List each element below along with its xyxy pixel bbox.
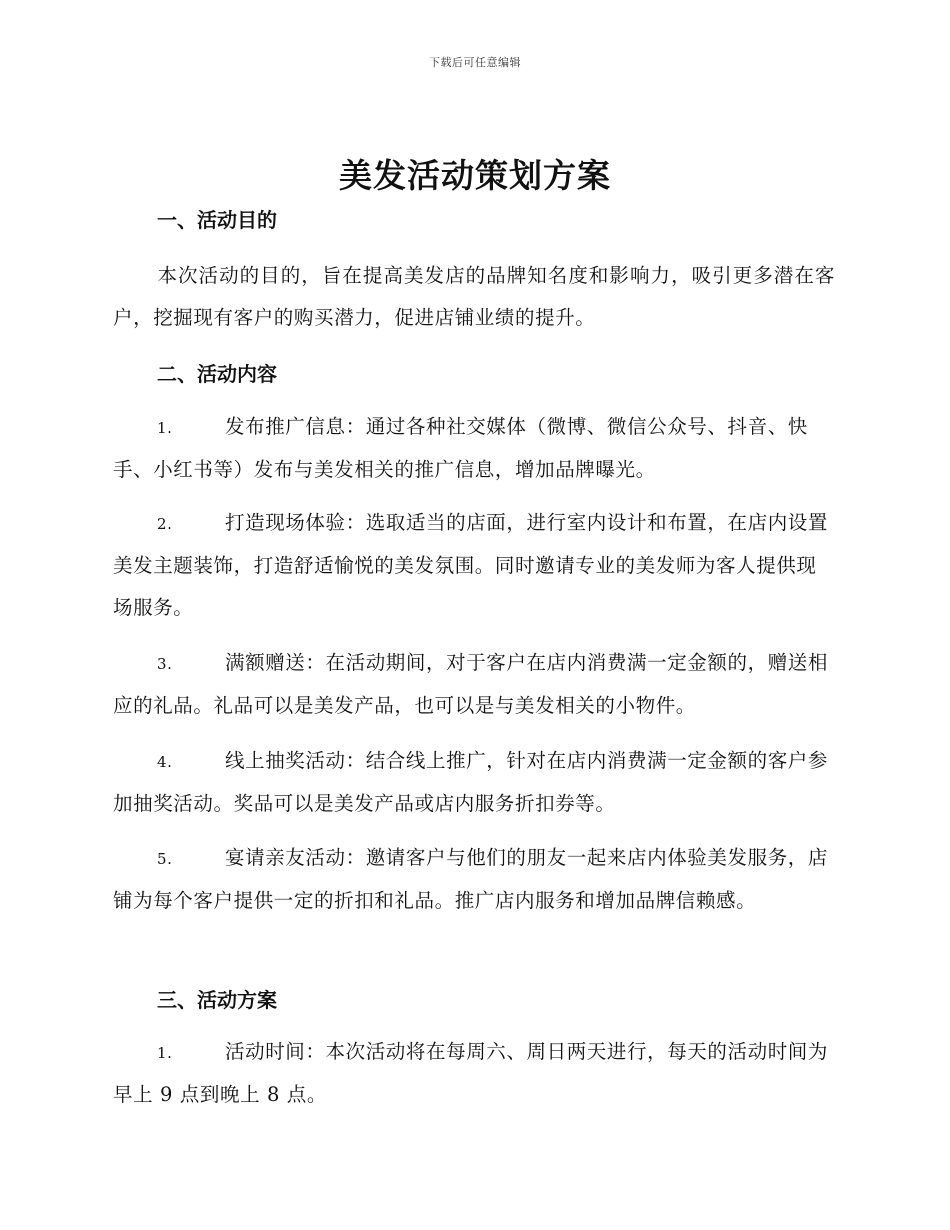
list-item-number: 1.	[157, 1044, 173, 1062]
list-item-number: 3.	[157, 655, 173, 673]
list-item-text: 线上抽奖活动：结合线上推广，针对在店内消费满一定金额的客户参加抽奖活动。奖品可以是美发产品或店内服务折扣券等。	[113, 749, 829, 815]
list-item	[113, 837, 835, 922]
page-header-note: 下载后可任意编辑	[429, 56, 521, 69]
list-item-number: 5.	[157, 850, 173, 868]
list-item-number: 4.	[157, 753, 173, 771]
section-heading-plan: 三、活动方案	[157, 988, 277, 1012]
list-item-number: 1.	[157, 419, 173, 437]
list-item-text: 发布推广信息：通过各种社交媒体（微博、微信公众号、抖音、快手、小红书等）发布与美发相关的推广信息，增加品牌曝光。	[113, 415, 808, 481]
list-item-number: 2.	[157, 515, 173, 533]
list-item	[113, 740, 835, 825]
list-item	[113, 642, 835, 727]
list-item	[113, 502, 835, 629]
list-item-text: 打造现场体验：选取适当的店面，进行室内设计和布置，在店内设置美发主题装饰，打造舒适愉悦的美发氛围。同时邀请专业的美发师为客人提供现场服务。	[113, 511, 829, 619]
list-item-text: 满额赠送：在活动期间，对于客户在店内消费满一定金额的，赠送相应的礼品。礼品可以是美发产品，也可以是与美发相关的小物件。	[113, 651, 829, 717]
paragraph-text: 本次活动的目的，旨在提高美发店的品牌知名度和影响力，吸引更多潜在客户，挖掘现有客户的购买潜力，促进店铺业绩的提升。	[113, 264, 835, 329]
list-item-text: 活动时间：本次活动将在每周六、周日两天进行，每天的活动时间为早上 9 点到晚上 8 点。	[113, 1040, 829, 1106]
section-heading-content: 二、活动内容	[157, 362, 277, 386]
section-heading-purpose: 一、活动目的	[157, 208, 277, 232]
document-title: 美发活动策划方案	[339, 156, 611, 195]
list-item-text: 宴请亲友活动：邀请客户与他们的朋友一起来店内体验美发服务，店铺为每个客户提供一定的折扣和礼品。推广店内服务和增加品牌信赖感。	[113, 846, 829, 912]
list-item	[113, 1031, 835, 1116]
list-item	[113, 406, 835, 491]
section-purpose-paragraph	[113, 255, 835, 339]
